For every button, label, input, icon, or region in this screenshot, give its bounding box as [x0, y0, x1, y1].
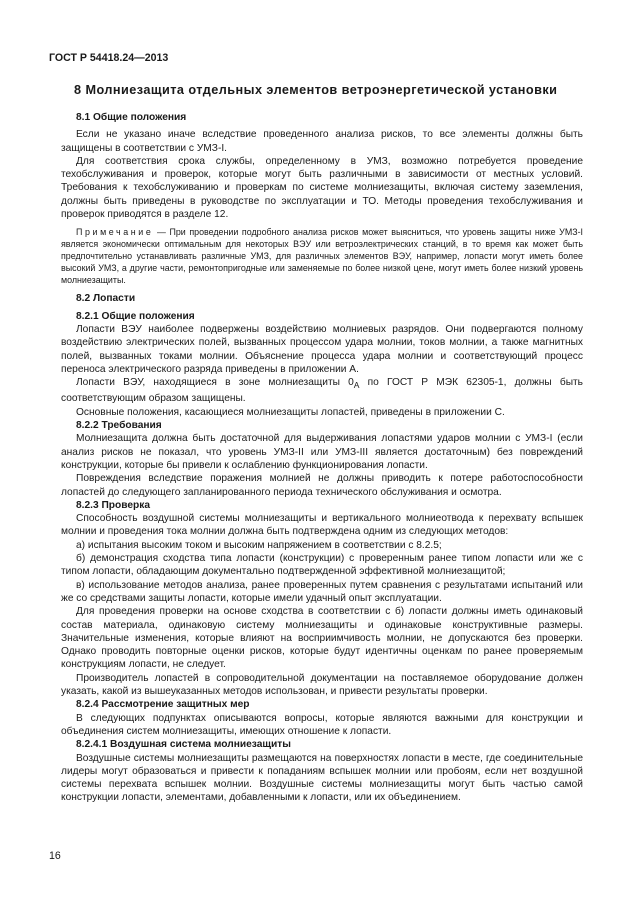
paragraph: [61, 376, 583, 406]
page-content: [61, 106, 583, 805]
paragraph: Основные положения, касающиеся молниезащиты лопастей, приведены в приложении С.: [76, 406, 505, 418]
note: [61, 226, 583, 286]
text-fragment: по ГОСТ Р МЭК 62305-1, должны быть соответствующим образом защищены.: [61, 377, 583, 405]
document-header: ГОСТ Р 54418.24—2013: [49, 52, 169, 64]
paragraph: Лопасти ВЭУ наиболее подвержены воздействию молниевых разрядов. Они подвергаются полному воздействию электрических полей, вызванных процессом удара молнии, токов молнии, а также магнитных полей, вызванных токами молнии. Объяснение процесса удара молнии и соответствующий процесс переноса электрического разряда приведены в приложении А.: [61, 323, 583, 375]
note-text: — При проведении подробного анализа рисков может выясниться, что уровень защиты ниже УМЗ-I является экономически оптимальным для некоторых ВЭУ или ветроэлектрических станций, в то время как может быть предпочтительно устанавливать различные УМЗ, для различных элементов ВЭУ, например, лопасти могут иметь более высокий УМЗ, а другие части, ремонтопригодные или заменяемые по более низкой цене, могут иметь более низкий уровень молниезащиты.: [61, 227, 583, 286]
heading-8-2-3: 8.2.3 Проверка: [76, 499, 151, 511]
paragraph: Способность воздушной системы молниезащиты и вертикального молниеотвода к перехвату вспышек молнии и проведения тока молнии должна быть подтверждена одним из следующих методов:: [61, 513, 583, 538]
paragraph: Повреждения вследствие поражения молнией не должны приводить к потере работоспособности лопастей до следующего запланированного периода технического обслуживания и осмотра.: [61, 473, 583, 498]
section-title: 8 Молниезащита отдельных элементов ветроэнергетической установки: [74, 83, 558, 97]
note-label: Примечание: [76, 227, 154, 238]
paragraph: Воздушные системы молниезащиты размещаются на поверхностях лопасти в месте, где соединительные лидеры могут образоваться и привести к попаданиям вспышек молнии или пробоям, если нет воздушной системы перехвата вспышек молнии. Воздушные системы молниезащиты могут быть частью самой конструкции лопасти, элементами, добавленными к лопасти, или их объединением.: [61, 752, 583, 804]
list-item: а) испытания высоким током и высоким напряжением в соответствии с 8.2.5;: [76, 539, 442, 551]
paragraph: Для проведения проверки на основе сходства в соответствии с б) лопасти должны иметь одинаковый состав материала, одинаковую систему молниезащиты и одинаковые конструктивные размеры. Значительные изменения, которые влияют на восприимчивость молнии, не допускаются без проверки. Однако проводить повторные оценки рисков, которые будут идентичны оценкам по ранее проверяемым конструкциям лопасти, не следует.: [61, 606, 583, 671]
heading-8-2-4-1: 8.2.4.1 Воздушная система молниезащиты: [76, 739, 291, 751]
heading-8-2-4: 8.2.4 Рассмотрение защитных мер: [76, 699, 250, 711]
paragraph: Производитель лопастей в сопроводительной документации на поставляемое оборудование должен указать, какой из вышеуказанных методов использован, и привести результаты проверки.: [61, 672, 583, 698]
paragraph: Если не указано иначе вследствие проведенного анализа рисков, то все элементы должны быть защищены в соответствии с УМЗ-I.: [61, 129, 583, 154]
paragraph: Для соответствия срока службы, определенному в УМЗ, возможно потребуется проведение техобслуживания и проверок, которые могут быть различными в зависимости от местных условий. Требования к техобслуживанию и проверкам по системе молниезащиты, включая систему заземления, должны быть приведены в руководстве по эксплуатации и ТО. Методы проведения техобслуживания и проверок приводятся в разделе 12.: [61, 155, 583, 221]
text-fragment: Лопасти ВЭУ, находящиеся в зоне молниезащиты 0: [76, 377, 354, 389]
subscript: A: [353, 380, 360, 391]
list-item: в) использование методов анализа, ранее проверенных путем сравнения с результатами испытаний или же со средствами защиты лопасти, которые имели удачный опыт эксплуатации.: [61, 579, 583, 604]
page-number: 16: [49, 850, 61, 862]
paragraph: Молниезащита должна быть достаточной для выдерживания лопастями ударов молнии с УМЗ-I (если анализ рисков не показал, что уровень УМЗ-II или УМЗ-III является достаточным) без повреждений конструкции, которые бы привели к ослаблению функционирования лопасти.: [61, 433, 583, 471]
heading-8-1: 8.1 Общие положения: [76, 112, 187, 123]
list-item: б) демонстрация сходства типа лопасти (конструкции) с проверенным ранее типом лопасти или же с типом лопасти, обладающим документально подтвержденной эффективной молниезащитой;: [61, 553, 583, 578]
heading-8-2: 8.2 Лопасти: [76, 293, 136, 305]
paragraph: В следующих подпунктах описываются вопросы, которые являются важными для конструкции и объединения систем молниезащиты, имеющих отношение к лопасти.: [61, 712, 583, 737]
heading-8-2-2: 8.2.2 Требования: [76, 420, 162, 432]
heading-8-2-1: 8.2.1 Общие положения: [76, 310, 195, 322]
